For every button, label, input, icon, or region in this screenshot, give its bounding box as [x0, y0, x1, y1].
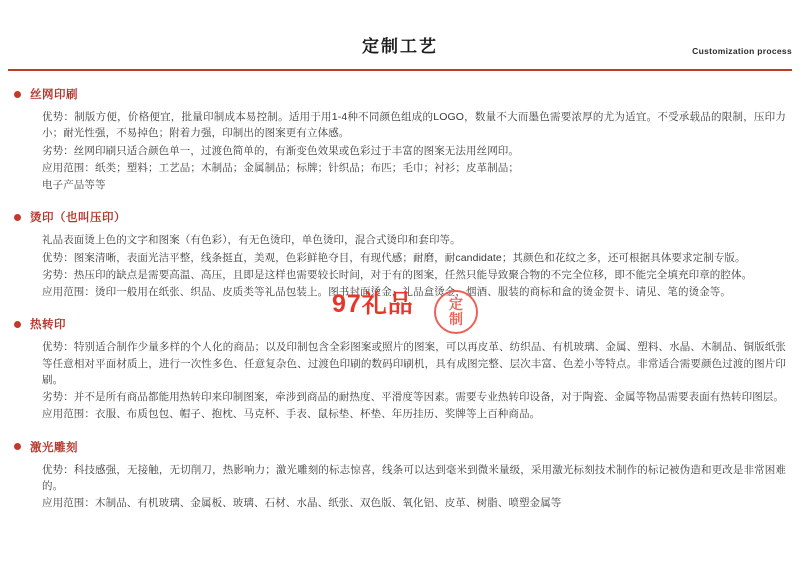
bullet-dot-icon	[14, 91, 21, 98]
section-hot-stamping	[14, 209, 786, 300]
page-subtitle: Customization process	[692, 46, 792, 56]
section-paragraph: 劣势：并不是所有商品都能用热转印来印制图案，牵涉到商品的耐热度、平滑度等因素。需要专业热转印设备，对于陶瓷、金属等物品需要表面有热转印图层。	[42, 391, 784, 404]
page-title: 定制工艺	[362, 37, 438, 56]
section-paragraph: 优势：特别适合制作少量多样的个人化的商品；以及印制包含全彩图案或照片的图案，可以再皮革、纺织品、有机玻璃、金属、塑料、水晶、木制品、铜版纸张等任意相对平面材质上，进行一次性多色、任意复杂色、过渡色印刷的数码印刷机，具有成图完整、层次丰富、色差小等特点。非常适合需要颜色过渡的图片印刷。	[42, 341, 786, 386]
section-silkscreen	[14, 86, 786, 193]
section-heading	[14, 86, 786, 102]
section-paragraph: 劣势：热压印的缺点是需要高温、高压，且即是这样也需要较长时间，对于有的图案，任然只能导致聚合物的不完全位移，即不能完全填充印章的腔体。	[42, 268, 753, 281]
bullet-dot-icon	[14, 443, 21, 450]
section-paragraph: 应用范围：木制品、有机玻璃、金属板、玻璃、石材、水晶、纸张、双色版、氧化铝、皮革、树脂、喷塑金属等	[42, 497, 562, 510]
section-title: 烫印（也叫压印）	[30, 212, 126, 225]
header-divider	[8, 69, 792, 71]
section-paragraph: 优势：科技感强，无接触，无切削刀，热影响力；激光雕刻的标志惊喜，线条可以达到毫米到微米量级，采用激光标刻技术制作的标记被伪造和更改是非常困难的。	[42, 463, 786, 492]
watermark-stamp-line1: 定	[449, 296, 463, 312]
section-paragraph: 礼品表面烫上色的文字和图案（有色彩），有无色烫印，单色烫印，混合式烫印和套印等。	[42, 234, 461, 247]
section-paragraph: 应用范围：烫印一般用在纸张、织品、皮质类等礼品包装上。图书封面烫金，礼品盒烫金，烟酒、服装的商标和盒的烫金贺卡、请见、笔的烫金等。	[42, 286, 731, 299]
section-paragraph: 劣势：丝网印刷只适合颜色单一，过渡色简单的，有渐变色效果或色彩过于丰富的图案无法用丝网印。	[42, 144, 519, 157]
watermark-text: 97礼品	[332, 290, 414, 318]
section-paragraph: 应用范围：纸类；塑料；工艺品；木制品；金属制品；标牌；针织品；布匹；毛巾；衬衫；皮革制品；	[42, 161, 519, 174]
document-body	[0, 72, 800, 512]
section-heat-transfer	[14, 316, 786, 422]
bullet-dot-icon	[14, 321, 21, 328]
section-heading	[14, 316, 786, 332]
section-paragraph: 优势：制版方便，价格便宜，批量印制成本易控制。适用于用1-4种不同颜色组成的LOGO，数量不大而墨色需要浓厚的尤为适宜。不受承载品的限制，压印力小；耐光性强，不易掉色；附着力强，印制出的图案更有立体感。	[42, 111, 786, 140]
bullet-dot-icon	[14, 214, 21, 221]
section-laser-engraving	[14, 439, 786, 512]
page-header	[0, 0, 800, 72]
section-paragraph: 电子产品等等	[42, 179, 106, 192]
section-heading	[14, 439, 786, 455]
watermark-stamp-line2: 制	[449, 310, 463, 327]
section-title: 激光雕刻	[30, 441, 78, 454]
section-title: 热转印	[30, 319, 66, 332]
section-paragraph: 应用范围：衣服、布质包包、帽子、抱枕、马克杯、手表、鼠标垫、杯垫、年历挂历、奖牌等上百种商品。	[42, 408, 541, 421]
section-title: 丝网印刷	[30, 89, 78, 101]
section-paragraph: 优势：图案清晰，表面光洁平整，线条挺直，美观，色彩鲜艳夺目，有现代感；耐磨，耐candidate；其颜色和花纹之多，还可根据具体要求定制专版。	[42, 251, 746, 264]
section-heading	[14, 209, 786, 225]
